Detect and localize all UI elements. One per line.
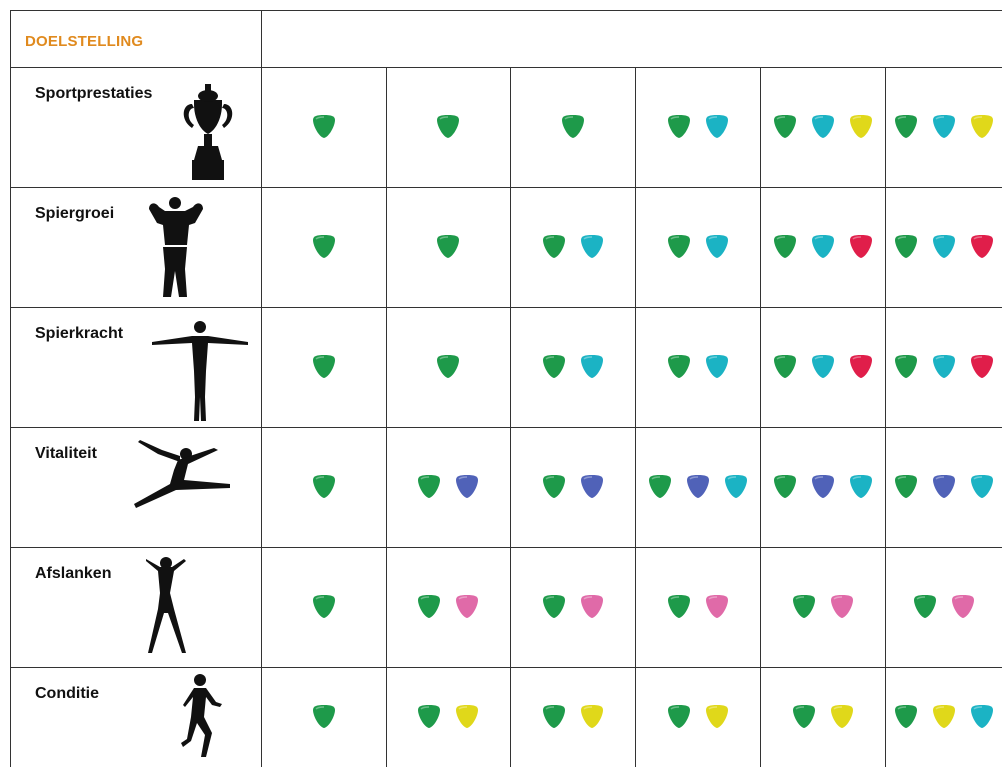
green-pick-icon	[771, 354, 799, 380]
green-pick-icon	[310, 594, 338, 620]
green-pick-icon	[665, 594, 693, 620]
table-cell	[885, 67, 1002, 187]
teal-pick-icon	[809, 354, 837, 380]
table-cell	[386, 67, 510, 187]
table-cell	[885, 187, 1002, 307]
green-pick-icon	[310, 354, 338, 380]
tpose-figure-icon	[150, 320, 250, 422]
yellow-pick-icon	[703, 704, 731, 730]
red-pick-icon	[847, 354, 875, 380]
table-cell	[261, 667, 386, 767]
table-cell	[760, 307, 885, 427]
table-cell	[386, 547, 510, 667]
pink-pick-icon	[453, 594, 481, 620]
green-pick-icon	[540, 234, 568, 260]
teal-pick-icon	[968, 474, 996, 500]
table-cell	[261, 427, 386, 547]
green-pick-icon	[892, 114, 920, 140]
blue-pick-icon	[809, 474, 837, 500]
table-cell	[386, 427, 510, 547]
table-cell	[261, 67, 386, 187]
teal-pick-icon	[809, 114, 837, 140]
red-pick-icon	[968, 234, 996, 260]
green-pick-icon	[310, 704, 338, 730]
row-divider	[10, 10, 1002, 11]
teal-pick-icon	[930, 114, 958, 140]
runner-icon	[176, 672, 222, 767]
yellow-pick-icon	[847, 114, 875, 140]
header-title: DOELSTELLING	[25, 33, 144, 50]
green-pick-icon	[434, 354, 462, 380]
table-cell	[261, 307, 386, 427]
table-cell	[635, 547, 760, 667]
table-cell	[510, 427, 635, 547]
green-pick-icon	[540, 594, 568, 620]
row-label-spierkracht: Spierkracht	[35, 325, 124, 342]
table-cell	[261, 547, 386, 667]
green-pick-icon	[892, 704, 920, 730]
row-label-vitaliteit: Vitaliteit	[35, 445, 97, 462]
slim-woman-icon	[140, 555, 190, 655]
table-cell	[261, 187, 386, 307]
green-pick-icon	[911, 594, 939, 620]
teal-pick-icon	[930, 354, 958, 380]
pink-pick-icon	[828, 594, 856, 620]
table-cell	[635, 307, 760, 427]
green-pick-icon	[415, 594, 443, 620]
table-cell	[386, 307, 510, 427]
green-pick-icon	[434, 234, 462, 260]
green-pick-icon	[892, 234, 920, 260]
green-pick-icon	[665, 114, 693, 140]
green-pick-icon	[790, 704, 818, 730]
table-cell	[510, 547, 635, 667]
green-pick-icon	[665, 704, 693, 730]
teal-pick-icon	[968, 704, 996, 730]
table-cell	[510, 187, 635, 307]
green-pick-icon	[771, 234, 799, 260]
teal-pick-icon	[578, 354, 606, 380]
trophy-icon	[178, 82, 238, 184]
teal-pick-icon	[930, 234, 958, 260]
row-label-afslanken: Afslanken	[35, 565, 112, 582]
green-pick-icon	[415, 704, 443, 730]
yellow-pick-icon	[968, 114, 996, 140]
table-cell	[635, 187, 760, 307]
table-cell	[760, 67, 885, 187]
blue-pick-icon	[684, 474, 712, 500]
teal-pick-icon	[722, 474, 750, 500]
table-border-left	[10, 10, 11, 767]
teal-pick-icon	[809, 234, 837, 260]
table-cell	[386, 667, 510, 767]
yellow-pick-icon	[453, 704, 481, 730]
pink-pick-icon	[578, 594, 606, 620]
table-cell	[386, 187, 510, 307]
green-pick-icon	[310, 474, 338, 500]
green-pick-icon	[665, 354, 693, 380]
bodybuilder-icon	[145, 195, 205, 300]
yellow-pick-icon	[828, 704, 856, 730]
table-cell	[760, 667, 885, 767]
green-pick-icon	[310, 114, 338, 140]
blue-pick-icon	[578, 474, 606, 500]
table-cell	[635, 67, 760, 187]
green-pick-icon	[540, 354, 568, 380]
green-pick-icon	[559, 114, 587, 140]
row-label-sportprestaties: Sportprestaties	[35, 85, 153, 102]
blue-pick-icon	[930, 474, 958, 500]
yellow-pick-icon	[578, 704, 606, 730]
blue-pick-icon	[453, 474, 481, 500]
red-pick-icon	[847, 234, 875, 260]
table-cell	[760, 187, 885, 307]
table-cell	[635, 427, 760, 547]
table-cell	[885, 427, 1002, 547]
pink-pick-icon	[949, 594, 977, 620]
table-cell	[635, 667, 760, 767]
green-pick-icon	[310, 234, 338, 260]
green-pick-icon	[771, 474, 799, 500]
teal-pick-icon	[578, 234, 606, 260]
table-cell	[885, 547, 1002, 667]
table-cell	[510, 307, 635, 427]
green-pick-icon	[771, 114, 799, 140]
green-pick-icon	[790, 594, 818, 620]
teal-pick-icon	[703, 354, 731, 380]
table-cell	[510, 67, 635, 187]
teal-pick-icon	[703, 114, 731, 140]
teal-pick-icon	[847, 474, 875, 500]
pink-pick-icon	[703, 594, 731, 620]
table-cell	[885, 307, 1002, 427]
table-cell	[760, 427, 885, 547]
green-pick-icon	[892, 474, 920, 500]
row-label-spiergroei: Spiergroei	[35, 205, 115, 222]
green-pick-icon	[540, 704, 568, 730]
split-leap-icon	[118, 440, 244, 510]
green-pick-icon	[892, 354, 920, 380]
green-pick-icon	[540, 474, 568, 500]
table-cell	[760, 547, 885, 667]
green-pick-icon	[646, 474, 674, 500]
green-pick-icon	[434, 114, 462, 140]
row-label-conditie: Conditie	[35, 685, 99, 702]
yellow-pick-icon	[930, 704, 958, 730]
green-pick-icon	[665, 234, 693, 260]
green-pick-icon	[415, 474, 443, 500]
table-cell	[885, 667, 1002, 767]
red-pick-icon	[968, 354, 996, 380]
teal-pick-icon	[703, 234, 731, 260]
table-cell	[510, 667, 635, 767]
